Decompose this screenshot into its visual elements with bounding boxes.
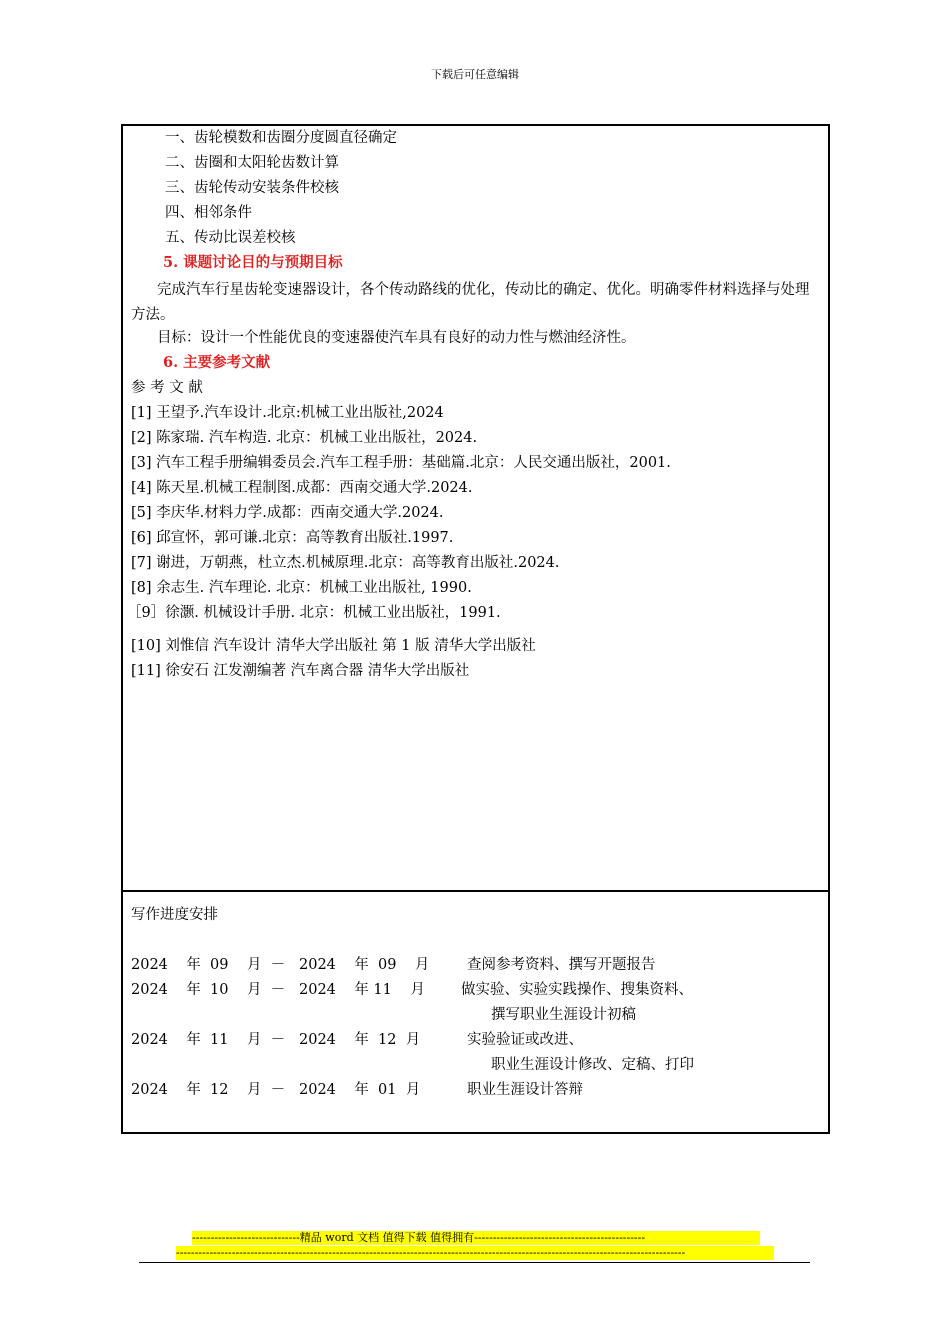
schedule-task: 职业生涯设计修改、定稿、打印 <box>491 1057 694 1073</box>
schedule-period: 2024 年 09 月 － 2024 年 09 月 <box>131 957 430 973</box>
reference-item: [6] 邱宣怀，郭可谦.北京：高等教育出版社.1997. <box>131 530 454 546</box>
page-header-note: 下载后可任意编辑 <box>431 68 519 81</box>
section6-heading: 6. 主要参考文献 <box>163 354 271 371</box>
reference-item: [2] 陈家瑞. 汽车构造. 北京：机械工业出版社，2024. <box>131 430 478 446</box>
reference-item: [5] 李庆华.材料力学.成都：西南交通大学.2024. <box>131 505 444 521</box>
reference-item: [1] 王望予.汽车设计.北京:机械工业出版社,2024 <box>131 405 444 421</box>
reference-item: [3] 汽车工程手册编辑委员会.汽车工程手册：基础篇.北京：人民交通出版社，2001. <box>131 455 671 471</box>
schedule-box <box>121 890 830 1134</box>
schedule-task: 查阅参考资料、撰写开题报告 <box>467 957 656 973</box>
schedule-title: 写作进度安排 <box>131 907 218 923</box>
reference-item: [4] 陈天星.机械工程制图.成都：西南交通大学.2024. <box>131 480 473 496</box>
footer-divider <box>139 1262 810 1263</box>
outline-item: 三、齿轮传动安装条件校核 <box>165 180 339 196</box>
schedule-period: 2024 年 10 月 － 2024 年 11 月 <box>131 982 425 998</box>
outline-item: 二、齿圈和太阳轮齿数计算 <box>165 155 339 171</box>
reference-item: [11] 徐安石 江发潮编著 汽车离合器 清华大学出版社 <box>131 663 470 679</box>
outline-item: 四、相邻条件 <box>165 205 252 221</box>
section5-goal: 目标：设计一个性能优良的变速器使汽车具有良好的动力性与燃油经济性。 <box>157 330 636 346</box>
footer-banner-rule: ----------------------------------------------------------------------------------------------------------------------------------------- <box>176 1246 774 1260</box>
reference-item: [10] 刘惟信 汽车设计 清华大学出版社 第 1 版 清华大学出版社 <box>131 638 536 654</box>
schedule-task: 做实验、实验实践操作、搜集资料、 <box>461 982 693 998</box>
schedule-task: 职业生涯设计答辩 <box>467 1082 583 1098</box>
reference-item: [8] 余志生. 汽车理论. 北京：机械工业出版社, 1990. <box>131 580 472 596</box>
schedule-period: 2024 年 11 月 － 2024 年 12 月 <box>131 1032 421 1048</box>
section5-heading: 5. 课题讨论目的与预期目标 <box>163 254 343 271</box>
schedule-task: 实验验证或改进、 <box>467 1032 583 1048</box>
outline-item: 五、传动比误差校核 <box>165 230 296 246</box>
outline-item: 一、齿轮模数和齿圈分度圆直径确定 <box>165 130 397 146</box>
schedule-task: 撰写职业生涯设计初稿 <box>491 1007 636 1023</box>
content-box <box>121 124 830 892</box>
reference-item: ［9］徐灏. 机械设计手册. 北京：机械工业出版社，1991. <box>127 605 501 621</box>
schedule-period: 2024 年 12 月 － 2024 年 01 月 <box>131 1082 421 1098</box>
footer-banner: -----------------------------精品 word 文档 值得下载 值得拥有---------------------------------------------- <box>192 1231 760 1245</box>
reference-item: [7] 谢进，万朝燕，杜立杰.机械原理.北京：高等教育出版社.2024. <box>131 555 560 571</box>
section5-paragraph: 完成汽车行星齿轮变速器设计，各个传动路线的优化，传动比的确定、优化。明确零件材料选择与处理方法。 <box>131 282 810 323</box>
references-subheading: 参 考 文 献 <box>131 380 203 396</box>
